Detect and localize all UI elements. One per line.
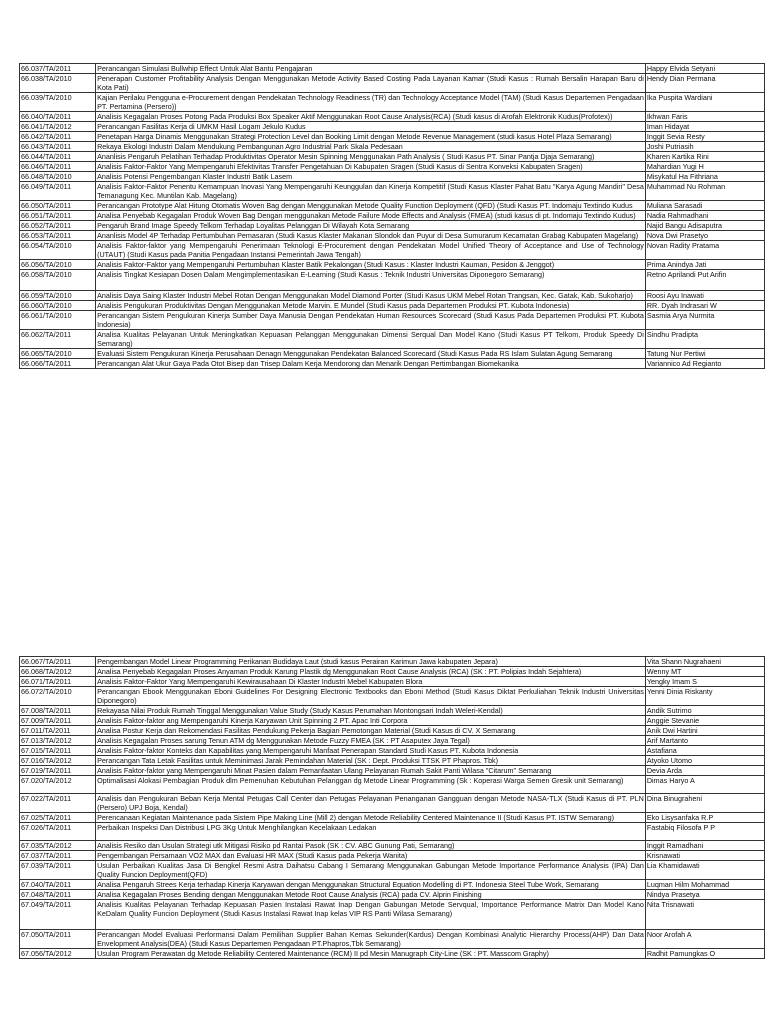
thesis-title-cell: Ananlisis Model 4P Terhadap Pertumbuhan Pemasaran (Studi Kasus Klaster Makanan Slondok dan Puyur di Desa Sumurarum Kecamatan Grabag Kabupaten Magelang) (96, 231, 646, 241)
thesis-id-cell: 66.059/TA/2010 (20, 291, 96, 301)
thesis-title-cell: Analisis Faktor-faktor yang Mempengaruhi Penerimaan Teknologi E-Procurement dengan Pendekatan Model Unified Theory of Acceptance and Use of Technology (UTAUT) (Studi Kasus pada Panitia Pengadaan Instansi Pemerintah Jawa Tengah) (97, 241, 644, 259)
thesis-author-cell: Ikhwan Faris (645, 112, 764, 122)
table-row (20, 74, 765, 93)
table-row (20, 112, 765, 122)
thesis-id-cell: 67.039/TA/2011 (20, 861, 96, 880)
thesis-title-cell: Analisis dan Pengukuran Beban Kerja Mental Petugas Call Center dan Petugas Pelayanan Penanganan Gangguan dengan Metode NASA-TLX (Studi Kasus di PT. PLN (Persero) UPJ Boja, Kendal) (97, 794, 644, 812)
thesis-id-cell: 67.048/TA/2011 (20, 890, 96, 900)
thesis-author-cell: Devia Arda (645, 766, 764, 776)
table-row (20, 132, 765, 142)
table-row (20, 64, 765, 74)
thesis-author-cell: Dina Binugraheni (645, 794, 764, 813)
table-row (20, 766, 765, 776)
thesis-title-cell: Analisis Kegagalan Proses Potong Pada Produksi Box Speaker Aktif Menggunakan Root Cause Analysis(RCA) (Studi kasus di Arofah Elektronik Kudus(Profotex)) (96, 112, 646, 122)
thesis-id-cell: 67.022/TA/2011 (20, 794, 96, 813)
thesis-title-cell: Optimalisasi Alokasi Pembagian Produk dlm Pemenuhan Kebutuhan Pelanggan dg Metode Linear Programming (Sk : Koperasi Warga Semen Gresik unit Semarang) (96, 776, 646, 794)
table-row (20, 241, 765, 260)
thesis-id-cell: 67.015/TA/2011 (20, 746, 96, 756)
thesis-title-cell: Evaluasi Sistem Pengukuran Kinerja Perusahaan Denagn Menggunakan Pendekatan Balanced Scorecard (Studi Kasus Pada RS Islam Sulatan Agung Semarang (96, 349, 646, 359)
table-row (20, 716, 765, 726)
thesis-title-cell: Penetapan Harga Dinamis Menggunakan Strategi Protection Level dan Booking Limit dengan Metode Revenue Management (studi kasus Hotel Plaza Semarang) (96, 132, 646, 142)
thesis-author-cell: Astafiana (645, 746, 764, 756)
thesis-id-cell: 66.058/TA/2010 (20, 270, 96, 291)
thesis-id-cell: 66.051/TA/2011 (20, 211, 96, 221)
thesis-title-cell: Analisa Postur Kerja dan Rekomendasi Fasilitas Pendukung Pekerja Bagian Pemotongan Material (Studi Kasus di CV. X Semarang (96, 726, 646, 736)
thesis-author-cell: Dimas Haryo A (645, 776, 764, 794)
thesis-id-cell: 66.049/TA/2011 (20, 182, 96, 201)
thesis-title-cell: Analisa Pengaruh Strees Kerja terhadap Kinerja Karyawan dengan Menggunakan Structural Equation Modelling di PT. Indonesia Steel Tube Work, Semarang (96, 880, 646, 890)
thesis-author-cell: Muliana Sarasadi (645, 201, 764, 211)
table-row (20, 211, 765, 221)
thesis-id-cell: 66.052/TA/2011 (20, 221, 96, 231)
table-row (20, 667, 765, 677)
thesis-author-cell: Yengky Imam S (645, 677, 764, 687)
thesis-table-2-body (20, 657, 765, 959)
thesis-author-cell: Inggit Ramadhani (645, 841, 764, 851)
thesis-id-cell: 67.013/TA/2012 (20, 736, 96, 746)
thesis-id-cell: 67.008/TA/2011 (20, 706, 96, 716)
thesis-title-cell: Perancangan Simulasi Bullwhip Effect Untuk Alat Bantu Pengajaran (96, 64, 646, 74)
table-row (20, 776, 765, 794)
table-row (20, 291, 765, 301)
thesis-id-cell: 67.049/TA/2011 (20, 900, 96, 930)
thesis-title-cell: Analisis Faktor-faktor Konteks dan Kapabilitas yang Mempengaruhi Manfaat Penerapan Standard Studi Kasus PT. Kubota Indonesia (96, 746, 646, 756)
thesis-id-cell: 66.061/TA/2010 (20, 311, 96, 330)
thesis-title-cell: Analisis Potensi Pengembangan Klaster Industri Batik Lasem (96, 172, 646, 182)
table-row (20, 930, 765, 949)
table-row (20, 231, 765, 241)
thesis-id-cell: 66.056/TA/2010 (20, 260, 96, 270)
table-row (20, 726, 765, 736)
thesis-table-2 (19, 656, 765, 959)
table-row (20, 330, 765, 349)
thesis-title-cell: Analisis Faktor-Faktor Yang Mempengaruhi Efektivitas Transfer Pengetahuan Di Kabupaten Sragen (Studi Kasus di Sentra Konveksi Kabupaten Sragen) (96, 162, 646, 172)
table-row (20, 93, 765, 112)
table-row (20, 861, 765, 880)
thesis-id-cell: 67.040/TA/2011 (20, 880, 96, 890)
thesis-author-cell: Lia Khamidawati (645, 861, 764, 880)
thesis-id-cell: 66.067/TA/2011 (20, 657, 96, 667)
thesis-id-cell: 66.066/TA/2011 (20, 359, 96, 369)
thesis-author-cell: Vita Shann Nugrahaeni (645, 657, 764, 667)
thesis-table-1 (19, 63, 765, 369)
thesis-title-cell: Pengembangan Model Linear Programming Perikanan Budidaya Laut (studi kasus Perairan Karimun Jawa kabupaten Jepara) (96, 657, 646, 667)
thesis-author-cell: Roosi Ayu Inawati (645, 291, 764, 301)
thesis-id-cell: 66.039/TA/2010 (20, 93, 96, 112)
thesis-author-cell: Wenny MT (645, 667, 764, 677)
thesis-author-cell: Andik Sutrimo (645, 706, 764, 716)
thesis-author-cell: Krisnawati (645, 851, 764, 861)
table-row (20, 221, 765, 231)
thesis-id-cell: 67.056/TA/2012 (20, 949, 96, 959)
thesis-id-cell: 67.009/TA/2011 (20, 716, 96, 726)
thesis-title-cell: Perancangan Sistem Pengukuran Kinerja Sumber Daya Manusia Dengan Pendekatan Human Resources Scorecard (Studi Kasus Pada Departemen Produksi PT. Kubota Indonesia) (97, 311, 644, 329)
thesis-id-cell: 66.053/TA/2011 (20, 231, 96, 241)
thesis-title-cell: Pengembangan Persamaan VO2 MAX dan Evaluasi HR MAX (Studi Kasus pada Pekerja Wanita) (96, 851, 646, 861)
thesis-id-cell: 66.037/TA/2011 (20, 64, 96, 74)
thesis-author-cell: Muhammad Nu Rohman (645, 182, 764, 201)
table-row (20, 359, 765, 369)
thesis-author-cell: Arif Martanto (645, 736, 764, 746)
thesis-author-cell: Misykatul Ha Fithriana (645, 172, 764, 182)
thesis-title-cell: Pengaruh Brand Image Speedy Telkom Terhadap Loyalitas Pelanggan Di Wilayah Kota Semarang (96, 221, 646, 231)
thesis-author-cell: Radhit Pamungkas O (645, 949, 764, 959)
thesis-id-cell: 67.035/TA/2012 (20, 841, 96, 851)
thesis-title-cell: Analisis Faktor-Faktor yang Mempengaruhi Pertumbuhan Klaster Batik Pekalongan (Studi Kasus : Klaster Industri Kauman, Pesidon & Jenggot) (96, 260, 646, 270)
thesis-id-cell: 66.062/TA/2011 (20, 330, 96, 349)
table-row (20, 142, 765, 152)
thesis-title-cell: Perancangan Alat Ukur Gaya Pada Otot Bisep dan Trisep Dalam Kerja Mendorong dan Menarik Dengan Pertimbangan Biomekanika (96, 359, 646, 369)
thesis-title-cell: Penerapan Customer Profitability Analysis Dengan Menggunakan Metode Activity Based Costing Pada Layanan Kamar (Studi Kasus : Rumah Bersalin Harapan Baru di Kota Pati) (97, 74, 644, 92)
thesis-id-cell: 66.060/TA/2010 (20, 301, 96, 311)
thesis-author-cell: Anggie Stevanie (645, 716, 764, 726)
thesis-table-1-body (20, 64, 765, 369)
table-row (20, 152, 765, 162)
table-row (20, 949, 765, 959)
thesis-title-cell: Analisis Faktor-faktor ang Mempengaruhi Kinerja Karyawan Unit Spinning 2 PT. Apac Inti Corpora (96, 716, 646, 726)
thesis-author-cell: Fastabiq Filosofa P P (645, 823, 764, 841)
table-row (20, 657, 765, 667)
thesis-title-cell: Analisa Penyebab Kegagalan Produk Woven Bag Dengan menggunakan Metode Failure Mode Effects and Analysis (FMEA) (studi kasus di pt. Indomaju Textindo Kudus) (96, 211, 646, 221)
thesis-title-cell: Analisa Kegagalan Proses Bending dengan Menggunakan Metode Root Cause Analysis (RCA) pada CV. Alprin Finishing (96, 890, 646, 900)
thesis-title-cell: Perbaikan Inspeksi Dan Distribusi LPG 3Kg Untuk Menghilangkan Kecelakaan Ledakan (96, 823, 646, 841)
thesis-author-cell: Variannico Ad Regianto (645, 359, 764, 369)
thesis-title-cell: Analisis Pengukuran Produktivitas Dengan Menggunakan Metode Marvin. E Mundel (Studi Kasus pada Departemen Produksi PT. Kubota Indonesia) (96, 301, 646, 311)
table-row (20, 162, 765, 172)
thesis-id-cell: 67.025/TA/2011 (20, 813, 96, 823)
thesis-author-cell: Joshi Putriasih (645, 142, 764, 152)
thesis-author-cell: Noor Arofah A (645, 930, 764, 949)
thesis-title-cell: Analisis Tingkat Kesiapan Dosen Dalam Mengimplementasikan E-Learning (Studi Kasus : Teknik Industri Universitas Diponegoro Semarang) (96, 270, 646, 291)
thesis-title-cell: Analisa Penyebab Kegagalan Proses Anyaman Produk Karung Plastik dg Menggunakan Root Cause Analysis (RCA) (SK : PT. Polipias Indah Sejahtera) (96, 667, 646, 677)
thesis-title-cell: Rekayasa Nilai Produk Rumah Tinggal Menggunakan Value Study (Study Kasus Perumahan Montongsari Indah Weleri-Kendal) (96, 706, 646, 716)
thesis-author-cell: Sasmia Arya Nurmita (645, 311, 764, 330)
table-row (20, 841, 765, 851)
thesis-id-cell: 67.050/TA/2011 (20, 930, 96, 949)
thesis-author-cell: Hendy Dian Permana (645, 74, 764, 93)
thesis-title-cell: Analisis Faktor-Faktor Yang Mempengaruhi Kewirausahaan Di Klaster Industri Mebel Kabupaten Blora (96, 677, 646, 687)
thesis-author-cell: Novan Radity Pratama (645, 241, 764, 260)
table-row (20, 172, 765, 182)
table-row (20, 851, 765, 861)
table-row (20, 706, 765, 716)
thesis-title-cell: Usulan Program Perawatan dg Metode Reliability Centered Maintenance (RCM) II pd Mesin Manugraph City-Line (SK : PT. Masscom Graphy) (96, 949, 646, 959)
thesis-author-cell: Nova Dwi Prasetyo (645, 231, 764, 241)
thesis-author-cell: Inggit Sevia Resty (645, 132, 764, 142)
thesis-id-cell: 67.019/TA/2011 (20, 766, 96, 776)
thesis-id-cell: 66.065/TA/2010 (20, 349, 96, 359)
thesis-id-cell: 66.071/TA/2011 (20, 677, 96, 687)
table-row (20, 260, 765, 270)
table-row (20, 746, 765, 756)
thesis-title-cell: Analisis Daya Saing Klaster Industri Mebel Rotan Dengan Menggunakan Model Diamond Porter (Studi Kasus UKM Mebel Rotan Trangsan, Kec. Gatak, Kab. Sukoharjo) (96, 291, 646, 301)
thesis-title-cell: Analisis Faktor-faktor yang Mempengaruhi Minat Pasien dalam Pemanfaatan Ulang Pelayanan Rumah Sakit Panti Wilasa "Citarum" Semarang (96, 766, 646, 776)
thesis-author-cell: Nadia Rahmadhani (645, 211, 764, 221)
table-row (20, 813, 765, 823)
thesis-author-cell: Nindya Prasetya (645, 890, 764, 900)
thesis-id-cell: 66.048/TA/2010 (20, 172, 96, 182)
thesis-author-cell: Happy Elvida Setyani (645, 64, 764, 74)
thesis-title-cell: Perancangan Tata Letak Fasilitas untuk Meminimasi Jarak Pemindahan Material (SK : Dept. Produksi TTSK PT Phapros. Tbk) (96, 756, 646, 766)
thesis-title-cell: Analisis Faktor-Faktor Penentu Kemampuan Inovasi Yang Mempengaruhi Keunggulan dan Kinerja Kompetitif (Studi Kasus Klaster Pahat Batu "Karya Agung Mandiri" Desa Temanagung Kec. Muntilan Kab. Magelang) (97, 182, 644, 200)
thesis-id-cell: 66.041/TA/2012 (20, 122, 96, 132)
thesis-title-cell: Analisis Kualitas Pelayanan Terhadap Kepuasan Pasien Instalasi Rawat Inap Dengan Gabungan Metode Servqual, Importance Performance Matrix Dan Model Kano KeDalam Quality Funcion Deployment (Studi Kasus Instalasi Rawat Inap kelas VIP RS Panti Wilasa Semarang) (96, 900, 646, 930)
thesis-author-cell: Najid Bangu Adisaputra (645, 221, 764, 231)
thesis-id-cell: 66.068/TA/2012 (20, 667, 96, 677)
thesis-author-cell: Nita Trisnawati (645, 900, 764, 930)
thesis-title-cell: Perancangan Fasilitas Kerja di UMKM Hasil Logam Jekulo Kudus (96, 122, 646, 132)
table-row (20, 756, 765, 766)
table-row (20, 301, 765, 311)
table-row (20, 182, 765, 201)
thesis-id-cell: 67.020/TA/2012 (20, 776, 96, 794)
thesis-id-cell: 66.072/TA/2010 (20, 687, 96, 706)
thesis-title-cell: Analisis Resiko dan Usulan Strategi utk Mitigasi Risiko pd Rantai Pasok (SK : CV. ABC Gunung Pati, Semarang) (96, 841, 646, 851)
thesis-title-cell: Perancangan Ebook Menggunakan Eboni Guidelines For Designing Electronic Textbooks dan Eboni Method (Studi Kasus Diktat Perkuliahan Teknik Industri Universitas Diponegoro) (97, 687, 644, 705)
thesis-title-cell: Rekaya Ekologi Industri Dalam Mendukung Pembangunan Agro Industrial Park Skala Pedesaan (96, 142, 646, 152)
table-row (20, 880, 765, 890)
thesis-id-cell: 66.044/TA/2011 (20, 152, 96, 162)
thesis-title-cell: Kajian Perilaku Pengguna e-Procurement dengan Pendekatan Technology Readiness (TR) dan Technology Acceptance Model (TAM) (Studi Kasus Departemen Pengadaan PT. Pertamina (Persero)) (97, 93, 644, 111)
thesis-id-cell: 66.043/TA/2011 (20, 142, 96, 152)
table-row (20, 311, 765, 330)
thesis-author-cell: Atyoko Utomo (645, 756, 764, 766)
thesis-author-cell: RR. Dyah Indrasari W (645, 301, 764, 311)
thesis-title-cell: Analisis Kegagalan Proses sarung Tenun ATM dg Menggunakan Metode Fuzzy FMEA (SK : PT Asaputex Jaya Tegal) (96, 736, 646, 746)
thesis-id-cell: 66.038/TA/2010 (20, 74, 96, 93)
thesis-id-cell: 67.026/TA/2011 (20, 823, 96, 841)
thesis-author-cell: Mahardian Yugi H (645, 162, 764, 172)
thesis-author-cell: Sindhu Pradipta (645, 330, 764, 349)
thesis-title-cell: Perancangan Prototype Alat Hitung Otomatis Woven Bag dengan Menggunakan Metode Quality Function Deployment (QFD) (Studi Kasus PT. Indomaju Textindo Kudus (96, 201, 646, 211)
thesis-author-cell: Eko Lisysanfaka R.P (645, 813, 764, 823)
table-row (20, 890, 765, 900)
thesis-title-cell: Perancangan Model Evaluasi Performansi Dalam Pemilihan Supplier Bahan Kemas Sekunder(Kardus) Dengan Kombinasi Analytic Hierarchy Process(AHP) Dan Data Envelopment Analysis(DEA) (Studi Kasus Departemen Pengadaan PT.Phapros,Tbk Semarang) (97, 930, 644, 948)
thesis-id-cell: 67.016/TA/2012 (20, 756, 96, 766)
table-row (20, 687, 765, 706)
table-row (20, 122, 765, 132)
thesis-title-cell: Ananlisis Pengaruh Pelatihan Terhadap Produktivitas Operator Mesin Spinning Menggunakan Path Analysis ( Studi Kasus PT. Sinar Pantja Djaja Semarang) (96, 152, 646, 162)
thesis-author-cell: Prima Anindya Jati (645, 260, 764, 270)
thesis-id-cell: 67.011/TA/2011 (20, 726, 96, 736)
table-row (20, 823, 765, 841)
thesis-author-cell: Tatung Nur Pertiwi (645, 349, 764, 359)
thesis-id-cell: 66.054/TA/2010 (20, 241, 96, 260)
thesis-id-cell: 66.050/TA/2011 (20, 201, 96, 211)
thesis-id-cell: 67.037/TA/2011 (20, 851, 96, 861)
table-row (20, 677, 765, 687)
thesis-author-cell: Luqman Hilm Mohammad (645, 880, 764, 890)
thesis-author-cell: Anik Dwi Hartini (645, 726, 764, 736)
thesis-author-cell: Ika Puspita Wardiani (645, 93, 764, 112)
thesis-id-cell: 66.040/TA/2011 (20, 112, 96, 122)
table-row (20, 794, 765, 813)
thesis-author-cell: Retno Aprilandi Put Arifin (645, 270, 764, 291)
thesis-id-cell: 66.042/TA/2011 (20, 132, 96, 142)
table-row (20, 349, 765, 359)
table-row (20, 736, 765, 746)
thesis-title-cell: Usulan Perbaikan Kualitas Jasa Di Bengkel Resmi Astra Daihatsu Cabang I Semarang Menggunakan Gabungan Metode Importance Performance Analysis (IPA) Dan Quality Funcion Deployment(QFD) (97, 861, 644, 879)
thesis-id-cell: 66.046/TA/2011 (20, 162, 96, 172)
table-row (20, 900, 765, 930)
thesis-title-cell: Perencanaan Kegiatan Maintenance pada Sistem Pipe Making Line (Mill 2) dengan Metode Reliability Centered Maintenance II (Studi Kasus PT. ISTW Semarang) (96, 813, 646, 823)
thesis-title-cell: Analisa Kualitas Pelayanan Untuk Meningkatkan Kepuasan Pelanggan Menggunakan Dimensi Serqual Dan Model Kano (Studi Kasus PT Telkom, Produk Speedy Di Semarang) (97, 330, 644, 348)
table-row (20, 201, 765, 211)
thesis-author-cell: Yenni Dinia Riskanty (645, 687, 764, 706)
table-row (20, 270, 765, 291)
thesis-author-cell: Iman Hidayat (645, 122, 764, 132)
thesis-author-cell: Kharen Kartika Rini (645, 152, 764, 162)
